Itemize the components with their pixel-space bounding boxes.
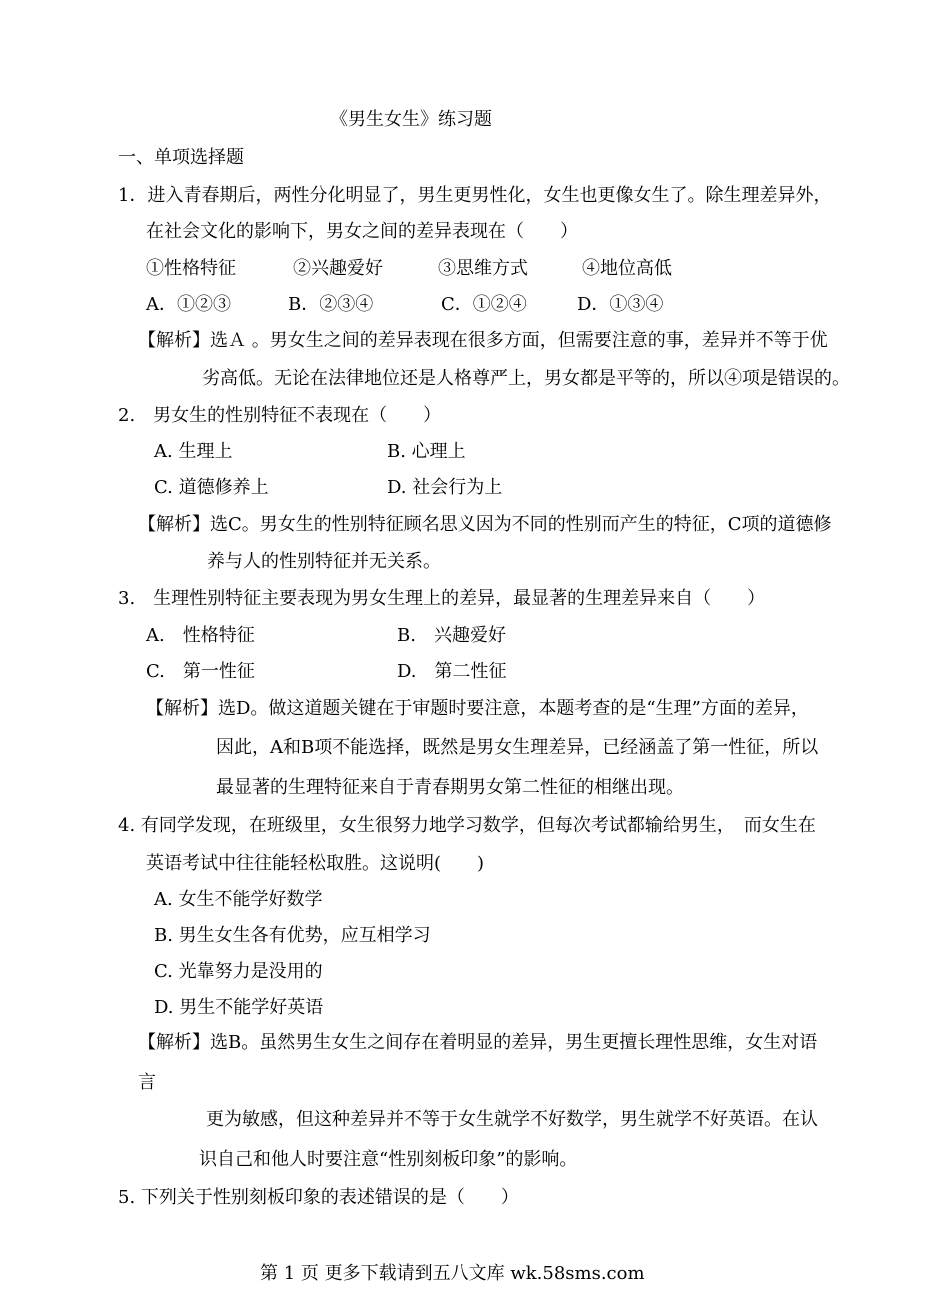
option: B. 心理上 <box>387 441 466 462</box>
option: D. 男生不能学好英语 <box>154 997 324 1018</box>
doc-title: 《男生女生》练习题 <box>330 109 492 130</box>
analysis-cont: 最显著的生理特征来自于青春期男女第二性征的相继出现。 <box>216 777 684 798</box>
statement-item: ②兴趣爱好 <box>293 258 383 279</box>
option: A. 性格特征 <box>146 625 255 646</box>
statement-item: ④地位高低 <box>582 258 672 279</box>
option: B．②③④ <box>288 294 374 315</box>
option: C．①②④ <box>441 294 527 315</box>
option: B. 兴趣爱好 <box>397 625 506 646</box>
option: D. 第二性征 <box>397 661 507 682</box>
statement-item: ③思维方式 <box>438 258 528 279</box>
page-footer: 第 1 页 更多下载请到五八文库 wk.58sms.com <box>260 1263 645 1284</box>
option: B. 男生女生各有优势，应互相学习 <box>154 925 431 946</box>
option: A. 生理上 <box>154 441 233 462</box>
statement-item: ①性格特征 <box>146 258 236 279</box>
analysis: 【解析】选Ａ 。男女生之间的差异表现在很多方面，但需要注意的事，差异并不等于优 <box>138 330 828 351</box>
option: A．①②③ <box>146 294 231 315</box>
question-stem: 4. 有同学发现，在班级里，女生很努力地学习数学，但每次考试都输给男生， 而女生在 <box>118 815 816 836</box>
question-stem: 2. 男女生的性别特征不表现在（ ） <box>118 405 442 426</box>
option: C. 光靠努力是没用的 <box>154 961 323 982</box>
section-heading: 一、单项选择题 <box>118 147 244 168</box>
option: D．①③④ <box>577 294 664 315</box>
analysis-cont: 因此，A和B项不能选择，既然是男女生理差异，已经涵盖了第一性征，所以 <box>216 737 819 758</box>
option: C. 第一性征 <box>146 661 255 682</box>
question-stem: 5. 下列关于性别刻板印象的表述错误的是（ ） <box>118 1187 519 1208</box>
analysis-wrap: 言 <box>138 1072 156 1093</box>
analysis: 【解析】选B。虽然男生女生之间存在着明显的差异，男生更擅长理性思维，女生对语 <box>138 1032 818 1053</box>
option: C. 道德修养上 <box>154 477 269 498</box>
question-stem-cont: 在社会文化的影响下，男女之间的差异表现在（ ） <box>146 221 578 242</box>
analysis-cont: 更为敏感，但这种差异并不等于女生就学不好数学，男生就学不好英语。在认 <box>206 1109 818 1130</box>
analysis-cont: 识自己和他人时要注意“性别刻板印象”的影响。 <box>199 1149 578 1170</box>
question-stem: 1．进入青春期后，两性分化明显了，男生更男性化，女生也更像女生了。除生理差异外， <box>118 185 832 206</box>
analysis: 【解析】选C。男女生的性别特征顾名思义因为不同的性别而产生的特征，C项的道德修 <box>138 514 832 535</box>
analysis-cont: 养与人的性别特征并无关系。 <box>207 551 441 572</box>
option: A. 女生不能学好数学 <box>154 889 323 910</box>
question-stem-cont: 英语考试中往往能轻松取胜。这说明( ) <box>146 853 485 874</box>
analysis-cont: 劣高低。无论在法律地位还是人格尊严上，男女都是平等的，所以④项是错误的。 <box>202 368 850 389</box>
analysis: 【解析】选D。做这道题关键在于审题时要注意，本题考查的是“生理”方面的差异， <box>146 698 809 719</box>
option: D. 社会行为上 <box>387 477 503 498</box>
question-stem: 3. 生理性别特征主要表现为男女生理上的差异，最显著的生理差异来自（ ） <box>118 588 766 609</box>
